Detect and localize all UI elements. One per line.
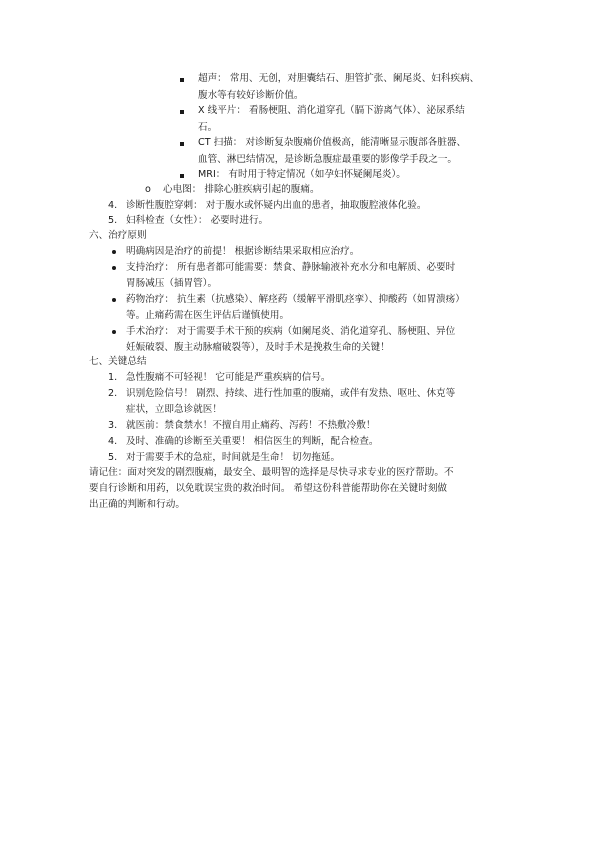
list-item-line: 超声： 常用、无创，对胆囊结石、胆管扩张、阑尾炎、妇科疾病、	[198, 73, 480, 84]
item-number: 1.	[108, 372, 118, 383]
list-item-line: 症状，立即急诊就医！	[126, 404, 222, 415]
bullet-marker	[180, 142, 184, 146]
list-item-line: 手术治疗： 对于需要手术干预的疾病（如阑尾炎、消化道穿孔、肠梗阻、异位	[126, 326, 456, 337]
bullet-marker	[180, 78, 184, 82]
list-item-line: MRI： 有时用于特定情况（如孕妇怀疑阑尾炎）。	[198, 169, 406, 180]
list-item-line: X 线平片： 看肠梗阻、消化道穿孔（膈下游离气体）、泌尿系结	[198, 105, 465, 116]
list-item-line: 明确病因是治疗的前提！ 根据诊断结果采取相应治疗。	[126, 246, 360, 257]
item-number: 4.	[108, 436, 118, 447]
bullet-marker	[112, 250, 116, 254]
list-item-text: 诊断性腹腔穿刺： 对于腹水或怀疑内出血的患者，抽取腹腔液体化验。	[126, 200, 427, 211]
list-item-line: 识别危险信号！ 剧烈、持续、进行性加重的腹痛，或伴有发热、呕吐、休克等	[126, 388, 456, 399]
section-heading: 六、治疗原则	[89, 230, 147, 241]
list-item-line: 血管、淋巴结情况，是诊断急腹症最重要的影像学手段之一。	[198, 154, 458, 165]
list-item-line: 等。止痛药需在医生评估后谨慎使用。	[126, 310, 290, 321]
list-item-text: 妇科检查（女性）： 必要时进行。	[126, 215, 269, 226]
list-item-line: 支持治疗： 所有患者都可能需要：禁食、静脉输液补充水分和电解质、必要时	[126, 262, 456, 273]
list-item-line: CT 扫描： 对诊断复杂腹痛价值极高，能清晰显示腹部各脏器、	[198, 137, 467, 148]
item-number: 5.	[108, 452, 118, 463]
item-number: 4.	[108, 200, 118, 211]
list-item-line: 腹水等有较好诊断价值。	[198, 90, 304, 101]
bullet-marker	[112, 298, 116, 302]
sub-bullet-marker: o	[145, 184, 151, 195]
bullet-marker	[112, 330, 116, 334]
list-item-line: 急性腹痛不可轻视！ 它可能是严重疾病的信号。	[126, 372, 331, 383]
list-item-line: 石。	[198, 122, 218, 133]
list-item-line: 就医前：禁食禁水！不擅自用止痛药、泻药！不热敷冷敷！	[126, 420, 376, 431]
list-item-line: 对于需要手术的急症，时间就是生命！ 切勿拖延。	[126, 452, 341, 463]
list-item-line: 药物治疗： 抗生素（抗感染）、解痉药（缓解平滑肌痉挛）、抑酸药（如胃溃疡）	[126, 294, 465, 305]
list-item-line: 胃肠减压（插胃管）。	[126, 278, 218, 289]
bullet-marker	[180, 174, 184, 178]
item-number: 2.	[108, 388, 118, 399]
list-item-line: 及时、准确的诊断至关重要！ 相信医生的判断，配合检查。	[126, 436, 379, 447]
sub-item-text: 心电图： 排除心脏疾病引起的腹痛。	[163, 184, 320, 195]
bullet-marker	[112, 266, 116, 270]
section-heading: 七、关键总结	[89, 356, 147, 367]
item-number: 5.	[108, 215, 118, 226]
bullet-marker	[180, 110, 184, 114]
item-number: 3.	[108, 420, 118, 431]
list-item-line: 妊娠破裂、腹主动脉瘤破裂等），及时手术是挽救生命的关键！	[126, 342, 390, 353]
paragraph-line: 要自行诊断和用药，以免耽误宝贵的救治时间。 希望这份科普能帮助你在关键时刻做	[89, 483, 448, 494]
paragraph-line: 请记住：面对突发的剧烈腹痛，最安全、最明智的选择是尽快寻求专业的医疗帮助。不	[89, 467, 454, 478]
paragraph-line: 出正确的判断和行动。	[89, 499, 185, 510]
